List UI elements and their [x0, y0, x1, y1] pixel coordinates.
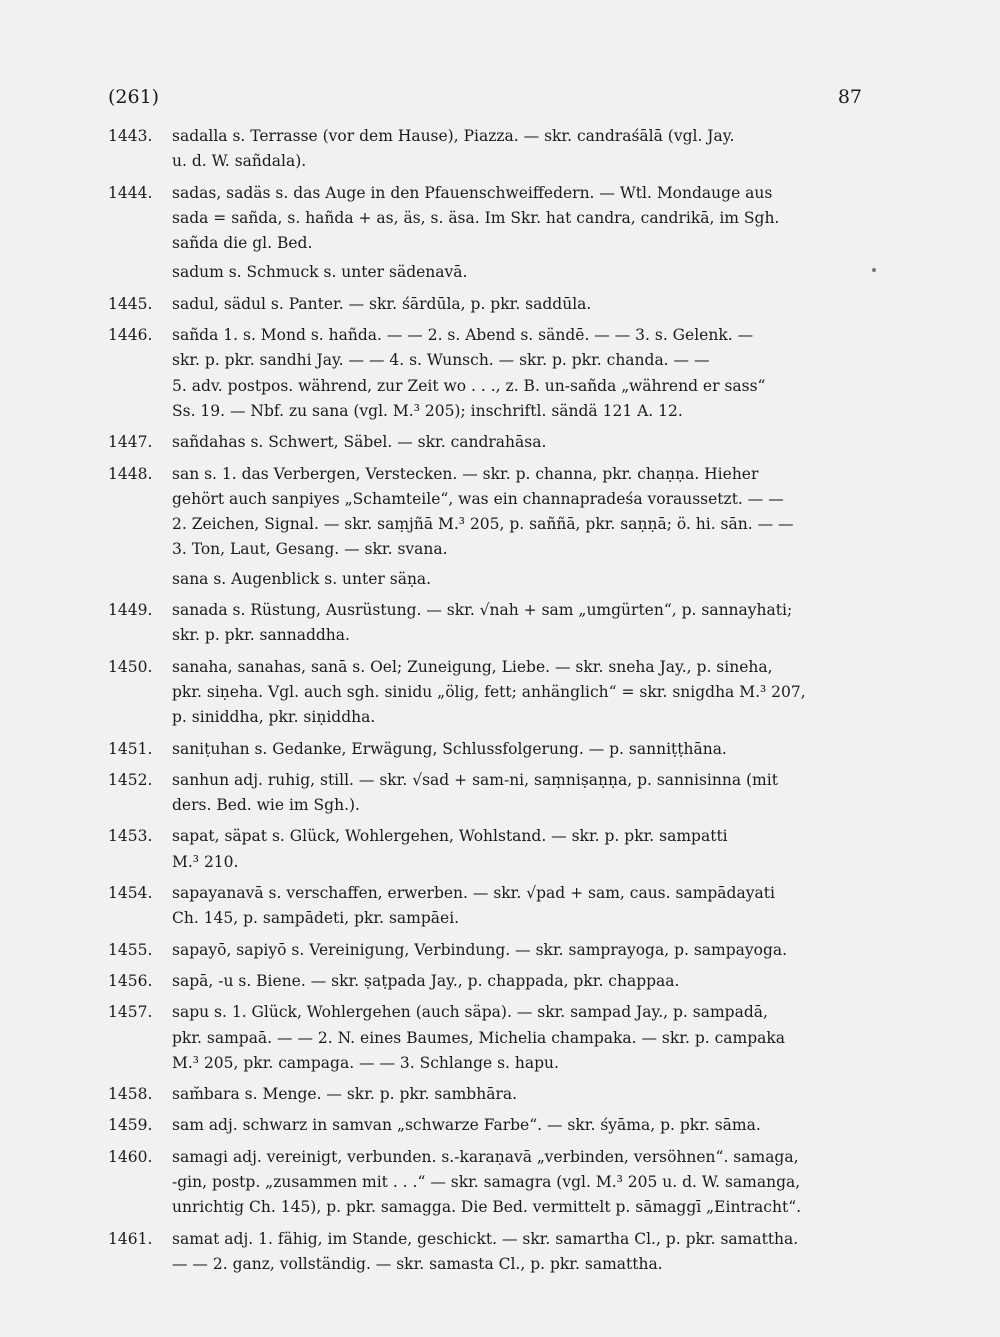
entry-line: u. d. W. sañdala). — [172, 152, 307, 171]
entry-line: — — 2. ganz, vollständig. — skr. samasta Cl., p. pkr. samattha. — [172, 1254, 663, 1273]
dictionary-entries — [108, 124, 868, 1283]
entry-line: sapayanavā s. verschaffen, erwerben. — skr. √pad + sam, caus. sampādayati — [172, 884, 775, 903]
entry-text — [172, 124, 868, 175]
entry-number — [108, 260, 172, 285]
entry-line: sam adj. schwarz in samvan „schwarze Farbe“. — skr. śyāma, p. pkr. sāma. — [172, 1116, 761, 1135]
entry-line: sanhun adj. ruhig, still. — skr. √sad + sam-ni, saṃniṣaṇṇa, p. sannisinna (mit — [172, 770, 778, 789]
dictionary-entry — [108, 1227, 868, 1278]
dictionary-entry — [108, 655, 868, 731]
entry-number: 1452. — [108, 770, 153, 789]
entry-line: sañdahas s. Schwert, Säbel. — skr. candrahāsa. — [172, 433, 547, 452]
entry-line: Ss. 19. — Nbf. zu sana (vgl. M.³ 205); inschriftl. sändä 121 A. 12. — [172, 401, 683, 420]
entry-line: sadalla s. Terrasse (vor dem Hause), Piazza. — skr. candraśālā (vgl. Jay. — [172, 127, 735, 145]
entry-number: 1448. — [108, 464, 153, 483]
dictionary-entry — [108, 124, 868, 175]
entry-number: 1447. — [108, 433, 153, 452]
entry-line: sadul, sädul s. Panter. — skr. śārdūla, p. pkr. saddūla. — [172, 294, 592, 313]
entry-number: 1443. — [108, 127, 153, 145]
entry-text — [172, 655, 868, 731]
entry-number: 1461. — [108, 1229, 153, 1248]
entry-number: 1456. — [108, 971, 153, 990]
entry-line: saniṭuhan s. Gedanke, Erwägung, Schlussfolgerung. — p. sanniṭṭhāna. — [172, 739, 727, 758]
entry-number: 1444. — [108, 183, 153, 202]
entry-text — [172, 737, 868, 762]
entry-line: sanada s. Rüstung, Ausrüstung. — skr. √nah + sam „umgürten“, p. sannayhati; — [172, 601, 793, 620]
entry-line: M.³ 210. — [172, 852, 239, 871]
dictionary-entry — [108, 292, 868, 317]
entry-line: gehört auch sanpiyes „Schamteile“, was ein channapradeśa voraussetzt. — — — [172, 489, 784, 508]
entry-text — [172, 1145, 868, 1221]
entry-line: sapat, säpat s. Glück, Wohlergehen, Wohlstand. — skr. p. pkr. sampatti — [172, 827, 728, 846]
dictionary-entry — [108, 567, 868, 592]
entry-number: 1454. — [108, 884, 153, 903]
dictionary-entry — [108, 430, 868, 455]
dictionary-entry — [108, 1113, 868, 1138]
entry-text — [172, 824, 868, 875]
dictionary-entry — [108, 1082, 868, 1107]
entry-line: 2. Zeichen, Signal. — skr. saṃjñā M.³ 205, p. saññā, pkr. saṇṇā; ö. hi. sān. — — — [172, 515, 794, 534]
entry-text — [172, 969, 868, 994]
entry-number — [108, 567, 172, 592]
dictionary-entry — [108, 1000, 868, 1076]
entry-line: sam̆bara s. Menge. — skr. p. pkr. sambhāra. — [172, 1085, 518, 1104]
entry-line: skr. p. pkr. sannaddha. — [172, 626, 350, 645]
entry-number: 1450. — [108, 657, 153, 676]
entry-line: skr. p. pkr. sandhi Jay. — — 4. s. Wunsch. — skr. p. pkr. chanda. — — — [172, 351, 710, 370]
entry-text — [172, 1227, 868, 1278]
dictionary-entry — [108, 260, 868, 285]
entry-line: -gin, postp. „zusammen mit . . .“ — skr. samagra (vgl. M.³ 205 u. d. W. samanga, — [172, 1172, 801, 1191]
entry-number: 1446. — [108, 326, 153, 345]
dictionary-entry — [108, 462, 868, 563]
entry-line: samagi adj. vereinigt, verbunden. s.-karaṇavā „verbinden, versöhnen“. samaga, — [172, 1147, 799, 1166]
dictionary-entry — [108, 824, 868, 875]
entry-text — [172, 1113, 868, 1138]
entry-line: p. siniddha, pkr. siṇiddha. — [172, 708, 376, 727]
entry-line: sada = sañda, s. hañda + as, äs, s. äsa. Im Skr. hat candra, candrikā, im Sgh. — [172, 208, 780, 227]
entry-line: sañda die gl. Bed. — [172, 234, 313, 253]
print-speck — [872, 268, 876, 272]
entry-line: M.³ 205, pkr. campaga. — — 3. Schlange s. hapu. — [172, 1053, 559, 1072]
entry-line: sadas, sadäs s. das Auge in den Pfauenschweiffedern. — Wtl. Mondauge aus — [172, 183, 773, 202]
entry-text — [172, 181, 868, 257]
entry-line: unrichtig Ch. 145), p. pkr. samagga. Die Bed. vermittelt p. sāmaggī „Eintracht“. — [172, 1198, 802, 1217]
entry-number: 1459. — [108, 1116, 153, 1135]
entry-text — [172, 1000, 868, 1076]
entry-line: pkr. sampaā. — — 2. N. eines Baumes, Michelia champaka. — skr. p. campaka — [172, 1028, 786, 1047]
entry-text — [172, 768, 868, 819]
entry-text — [172, 1082, 868, 1107]
entry-line: samat adj. 1. fähig, im Stande, geschickt. — skr. samartha Cl., p. pkr. samattha. — [172, 1229, 799, 1248]
dictionary-entry — [108, 938, 868, 963]
entry-number: 1458. — [108, 1085, 153, 1104]
page-header — [108, 86, 862, 108]
entry-number: 1451. — [108, 739, 153, 758]
entry-text — [172, 881, 868, 932]
entry-line: Ch. 145, p. sampādeti, pkr. sampāei. — [172, 909, 460, 928]
entry-line: sapu s. 1. Glück, Wohlergehen (auch säpa). — skr. sampad Jay., p. sampadā, — [172, 1003, 768, 1022]
entry-text — [172, 430, 868, 455]
entry-line: sapā, -u s. Biene. — skr. ṣaṭpada Jay., p. chappada, pkr. chappaa. — [172, 971, 680, 990]
dictionary-entry — [108, 969, 868, 994]
entry-number: 1449. — [108, 601, 153, 620]
entry-line: san s. 1. das Verbergen, Verstecken. — skr. p. channa, pkr. chaṇṇa. Hieher — [172, 464, 759, 483]
entry-line: sadum s. Schmuck s. unter sädenavā. — [172, 263, 468, 282]
entry-text — [172, 462, 868, 563]
entry-text — [172, 323, 868, 424]
entry-number: 1455. — [108, 940, 153, 959]
entry-line: sanaha, sanahas, sanā s. Oel; Zuneigung, Liebe. — skr. sneha Jay., p. sineha, — [172, 657, 773, 676]
entry-number: 1457. — [108, 1003, 153, 1022]
entry-line: pkr. siṇeha. Vgl. auch sgh. sinidu „ölig, fett; anhänglich“ = skr. snigdha M.³ 207, — [172, 682, 806, 701]
entry-text — [172, 260, 868, 285]
entry-text — [172, 292, 868, 317]
dictionary-entry — [108, 598, 868, 649]
page-number: 87 — [837, 86, 862, 108]
dictionary-entry — [108, 181, 868, 257]
dictionary-entry — [108, 737, 868, 762]
entry-number: 1453. — [108, 827, 153, 846]
entry-line: 3. Ton, Laut, Gesang. — skr. svana. — [172, 540, 448, 559]
dictionary-entry — [108, 323, 868, 424]
entry-line: sapayō, sapiyō s. Vereinigung, Verbindung. — skr. samprayoga, p. sampayoga. — [172, 940, 788, 959]
entry-text — [172, 938, 868, 963]
entry-text — [172, 567, 868, 592]
entry-number: 1460. — [108, 1147, 153, 1166]
entry-line: ders. Bed. wie im Sgh.). — [172, 796, 360, 815]
page-section-number: (261) — [108, 86, 160, 108]
entry-number: 1445. — [108, 294, 153, 313]
entry-line: sañda 1. s. Mond s. hañda. — — 2. s. Abend s. sändē. — — 3. s. Gelenk. — — [172, 326, 754, 345]
dictionary-entry — [108, 1145, 868, 1221]
entry-line: sana s. Augenblick s. unter säṇa. — [172, 569, 432, 588]
entry-text — [172, 598, 868, 649]
dictionary-entry — [108, 881, 868, 932]
entry-line: 5. adv. postpos. während, zur Zeit wo . . ., z. B. un-sañda „während er sass“ — [172, 376, 766, 395]
dictionary-entry — [108, 768, 868, 819]
